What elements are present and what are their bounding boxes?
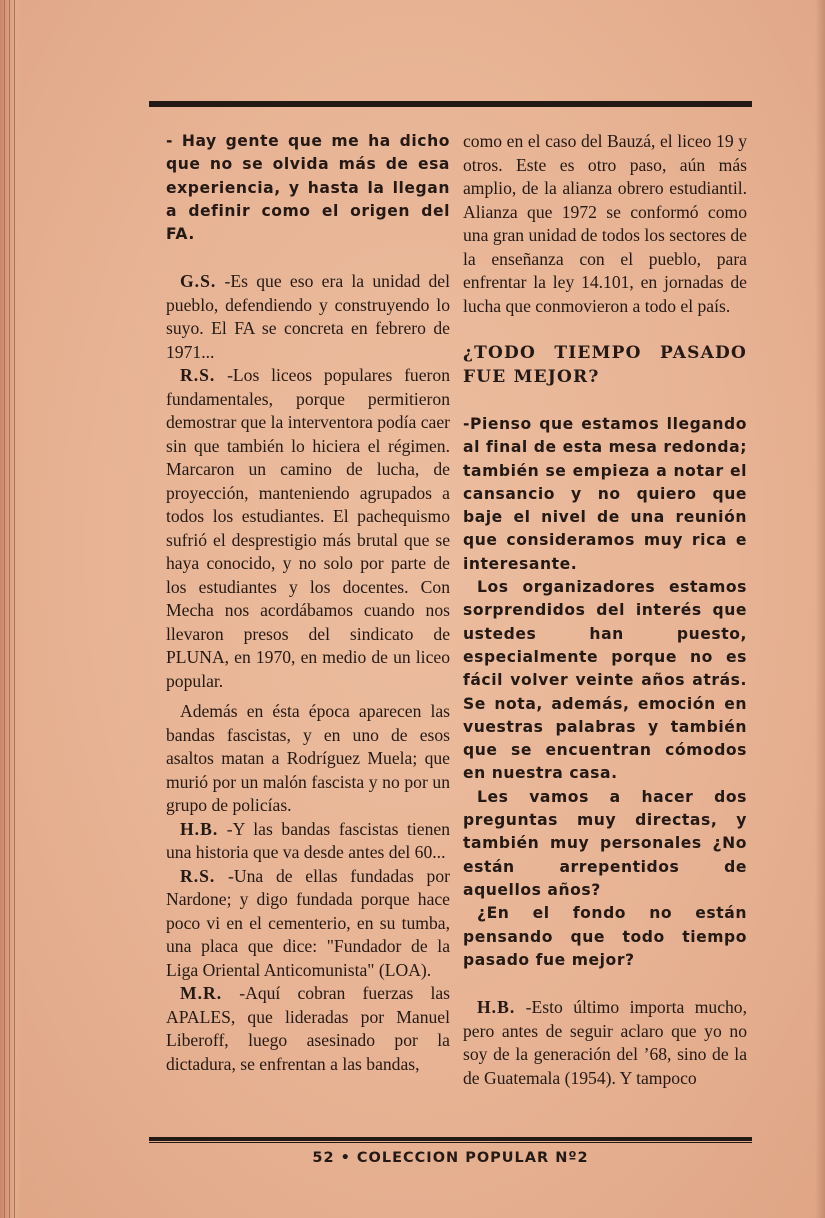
answer-paragraph (166, 270, 450, 364)
paragraph-text: -Y las bandas fascistas tienen una historia que va desde antes del 60... (166, 818, 450, 863)
paragraph-text: -Esto último importa mucho, pero antes de seguir aclaro que yo no soy de la generación del ’68, sino de la de Guatemala (1954). Y tampoco (463, 997, 747, 1088)
paragraph-text: -Los liceos populares fueron fundamentales, porque permitieron demostrar que la interventora podía caer sin que también lo hiciera el régimen. Marcaron un camino de lucha, de proyección, manteniendo agrupados a todos los estudiantes. El pachequismo sufrió el desprestigio más brutal que se haya conocido, y no solo por parte de los estudiantes y los docentes. Con Mecha nos acordábamos cuando nos llevaron presos del sindicato de PLUNA, en 1970, en medio de un liceo popular. (166, 365, 450, 691)
page-footer: 52 • COLECCION POPULAR Nº2 (312, 1150, 589, 1166)
answer-paragraph (166, 818, 450, 865)
page-edge-shadow (815, 0, 825, 1218)
top-rule (149, 101, 752, 107)
binding-edge-line (4, 0, 5, 1218)
answer-paragraph (166, 364, 450, 693)
left-column (166, 130, 450, 1076)
speaker-initials: H.B. (180, 818, 219, 839)
interviewer-question: Les vamos a hacer dos preguntas muy directas, y también muy personales ¿No están arrepentidos de aquellos años? (463, 787, 747, 899)
page-binding (0, 0, 22, 1218)
answer-paragraph (166, 865, 450, 983)
paragraph-text: -Una de ellas fundadas por Nardone; y digo fundada porque hace poco vi en el cementerio, en su tumba, una placa que dice: "Fundador de la Liga Oriental Anticomunista" (LOA). (166, 865, 450, 980)
section-heading: ¿TODO TIEMPO PASADO FUE MEJOR? (463, 343, 747, 387)
interviewer-question: Los organizadores estamos sorprendidos del interés que ustedes han puesto, especialmente porque no es fácil volver veinte años atrás. Se nota, además, emoción en vuestras palabras y también que se encuentran cómodos en nuestra casa. (463, 578, 747, 783)
answer-paragraph (166, 982, 450, 1076)
right-column (463, 130, 747, 1090)
binding-edge-line (9, 0, 10, 1218)
paragraph-text: -Aquí cobran fuerzas las APALES, que lideradas por Manuel Liberoff, luego asesinado por la dictadura, se enfrentan a las bandas, (166, 983, 450, 1074)
speaker-initials: G.S. (180, 271, 217, 292)
speaker-initials: M.R. (180, 983, 223, 1004)
bottom-rule-thin (149, 1142, 752, 1143)
interviewer-question: - Hay gente que me ha dicho que no se olvida más de esa experiencia, y hasta la llegan a definir como el origen del FA. (166, 132, 450, 244)
binding-edge-line (14, 0, 15, 1218)
speaker-initials: H.B. (477, 997, 516, 1018)
paragraph-text: -Es que eso era la unidad del pueblo, defendiendo y construyendo lo suyo. El FA se concreta en febrero de 1971... (166, 271, 450, 362)
speaker-initials: R.S. (180, 865, 216, 886)
speaker-initials: R.S. (180, 365, 216, 386)
answer-paragraph (463, 996, 747, 1090)
continued-paragraph: como en el caso del Bauzá, el liceo 19 y otros. Este es otro paso, aún más amplio, de la alianza obrero estudiantil. Alianza que 1972 se conformó como una gran unidad de todos los sectores de la enseñanza con el pueblo, para enfrentar la ley 14.101, en jornadas de lucha que conmovieron a todo el país. (463, 131, 747, 316)
bottom-rule (149, 1137, 752, 1141)
answer-paragraph: Además en ésta época aparecen las bandas fascistas, y en uno de esos asaltos matan a Rodríguez Muela; que murió por un malón fascista y no por un grupo de policías. (166, 701, 450, 816)
interviewer-question: -Pienso que estamos llegando al final de esta mesa redonda; también se empieza a notar el cansancio y no quiero que baje el nivel de una reunión que consideramos muy rica e interesante. (463, 415, 747, 573)
interviewer-question: ¿En el fondo no están pensando que todo tiempo pasado fue mejor? (463, 904, 747, 969)
